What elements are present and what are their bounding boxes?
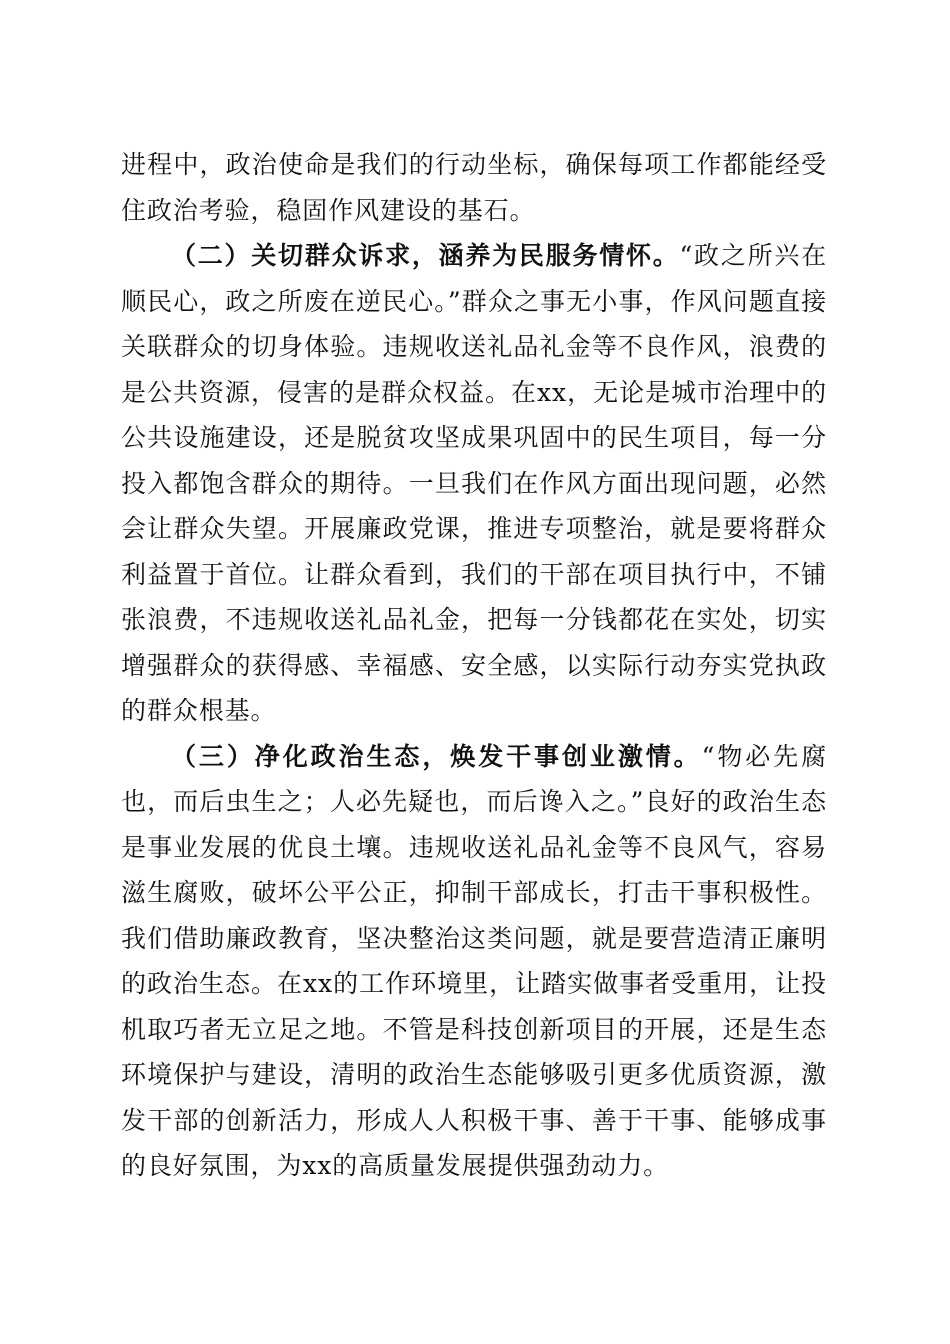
paragraph-section-three bbox=[121, 734, 827, 1189]
section-heading-three: （三）净化政治生态，焕发干事创业激情。 bbox=[171, 741, 702, 771]
paragraph-section-two bbox=[121, 233, 827, 734]
paragraph-text: “政之所兴在顺民心，政之所废在逆民心。”群众之事无小事，作风问题直接关联群众的切身体验。违规收送礼品礼金等不良作风，浪费的是公共资源，侵害的是群众权益。在xx，无论是城市治理中的公共设施建设，还是脱贫攻坚成果巩固中的民生项目，每一分投入都饱含群众的期待。一旦我们在作风方面出现问题，必然会让群众失望。开展廉政党课，推进专项整治，就是要将群众利益置于首位。让群众看到，我们的干部在项目执行中，不铺张浪费，不违规收送礼品礼金，把每一分钱都花在实处，切实增强群众的获得感、幸福感、安全感，以实际行动夯实党执政的群众根基。 bbox=[121, 241, 827, 725]
paragraph-text: 进程中，政治使命是我们的行动坐标，确保每项工作都能经受住政治考验，稳固作风建设的基石。 bbox=[121, 150, 827, 225]
document-body bbox=[121, 142, 827, 1189]
section-heading-two: （二）关切群众诉求，涵养为民服务情怀。 bbox=[171, 241, 680, 270]
paragraph-continuation bbox=[121, 142, 827, 233]
paragraph-text: “物必先腐也，而后虫生之；人必先疑也，而后谗入之。”良好的政治生态是事业发展的优良土壤。违规收送礼品礼金等不良风气，容易滋生腐败，破坏公平公正，抑制干部成长，打击干事积极性。我们借助廉政教育，坚决整治这类问题，就是要营造清正廉明的政治生态。在xx的工作环境里，让踏实做事者受重用，让投机取巧者无立足之地。不管是科技创新项目的开展，还是生态环境保护与建设，清明的政治生态能够吸引更多优质资源，激发干部的创新活力，形成人人积极干事、善于干事、能够成事的良好氛围，为xx的高质量发展提供强劲动力。 bbox=[121, 741, 827, 1180]
